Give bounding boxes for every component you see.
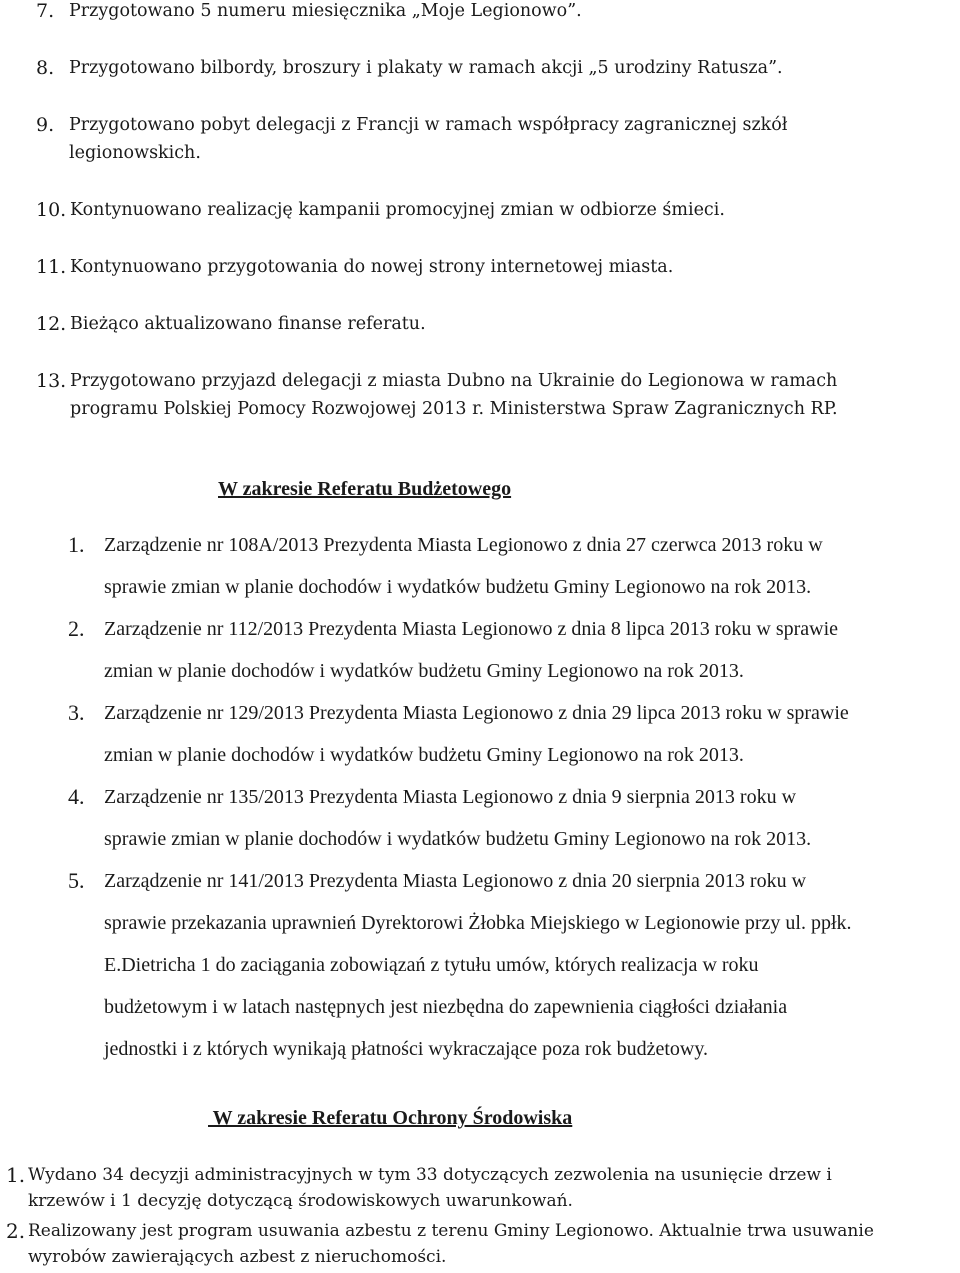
- list-text: legionowskich.: [69, 143, 201, 163]
- section-heading-budget: W zakresie Referatu Budżetowego: [218, 478, 512, 500]
- list-text: sprawie zmian w planie dochodów i wydatków budżetu Gminy Legionowo na rok 2013.: [104, 576, 812, 598]
- list-text: Przygotowano pobyt delegacji z Francji w ramach współpracy zagranicznej szkół: [69, 115, 788, 135]
- list-number: 7.: [36, 0, 55, 22]
- list-text: Realizowany jest program usuwania azbestu z terenu Gminy Legionowo. Aktualnie trwa usuwanie: [28, 1221, 874, 1241]
- section-heading-environment: W zakresie Referatu Ochrony Środowiska: [208, 1107, 573, 1129]
- list-number: 12.: [36, 313, 67, 335]
- list-text: programu Polskiej Pomocy Rozwojowej 2013 r. Ministerstwa Spraw Zagranicznych RP.: [70, 399, 838, 419]
- list-text: Przygotowano przyjazd delegacji z miasta Dubno na Ukrainie do Legionowa w ramach: [70, 371, 838, 391]
- list-number: 10.: [36, 199, 67, 221]
- list-text: Zarządzenie nr 108A/2013 Prezydenta Miasta Legionowo z dnia 27 czerwca 2013 roku w: [104, 534, 823, 556]
- list-number: 2.: [6, 1219, 26, 1243]
- list-text: zmian w planie dochodów i wydatków budżetu Gminy Legionowo na rok 2013.: [104, 660, 744, 682]
- list-number: 4.: [68, 784, 85, 809]
- list-text: Zarządzenie nr 112/2013 Prezydenta Miasta Legionowo z dnia 8 lipca 2013 roku w sprawie: [104, 618, 839, 640]
- list-number: 5.: [68, 868, 85, 893]
- list-number: 13.: [36, 370, 67, 392]
- list-text: budżetowym i w latach następnych jest niezbędna do zapewnienia ciągłości działania: [104, 996, 788, 1018]
- list-number: 11.: [36, 256, 67, 278]
- list-text: Wydano 34 decyzji administracyjnych w tym 33 dotyczących zezwolenia na usunięcie drzew i: [28, 1165, 832, 1185]
- list-number: 9.: [36, 114, 55, 136]
- list-text: Przygotowano bilbordy, broszury i plakaty w ramach akcji „5 urodziny Ratusza”.: [69, 58, 783, 78]
- list-number: 1.: [68, 532, 85, 557]
- list-number: 2.: [68, 616, 85, 641]
- list-text: wyrobów zawierających azbest z nieruchomości.: [28, 1247, 447, 1267]
- list-text: Bieżąco aktualizowano finanse referatu.: [70, 314, 426, 334]
- list-text: Zarządzenie nr 141/2013 Prezydenta Miasta Legionowo z dnia 20 sierpnia 2013 roku w: [104, 870, 807, 892]
- list-text: E.Dietricha 1 do zaciągania zobowiązań z tytułu umów, których realizacja w roku: [104, 954, 759, 976]
- list-text: Kontynuowano przygotowania do nowej strony internetowej miasta.: [70, 257, 674, 277]
- list-text: Przygotowano 5 numeru miesięcznika „Moje Legionowo”.: [69, 1, 582, 21]
- list-number: 8.: [36, 57, 55, 79]
- list-number: 1.: [6, 1163, 26, 1187]
- list-text: zmian w planie dochodów i wydatków budżetu Gminy Legionowo na rok 2013.: [104, 744, 744, 766]
- list-text: Kontynuowano realizację kampanii promocyjnej zmian w odbiorze śmieci.: [70, 200, 725, 220]
- list-text: jednostki i z których wynikają płatności wykraczające poza rok budżetowy.: [104, 1038, 709, 1060]
- list-text: sprawie zmian w planie dochodów i wydatków budżetu Gminy Legionowo na rok 2013.: [104, 828, 812, 850]
- list-text: Zarządzenie nr 129/2013 Prezydenta Miasta Legionowo z dnia 29 lipca 2013 roku w sprawie: [104, 702, 849, 724]
- list-number: 3.: [68, 700, 85, 725]
- list-text: krzewów i 1 decyzję dotyczącą środowiskowych uwarunkowań.: [28, 1191, 573, 1211]
- list-text: Zarządzenie nr 135/2013 Prezydenta Miasta Legionowo z dnia 9 sierpnia 2013 roku w: [104, 786, 797, 808]
- list-text: sprawie przekazania uprawnień Dyrektorowi Żłobka Miejskiego w Legionowie przy ul. ppłk.: [104, 912, 852, 934]
